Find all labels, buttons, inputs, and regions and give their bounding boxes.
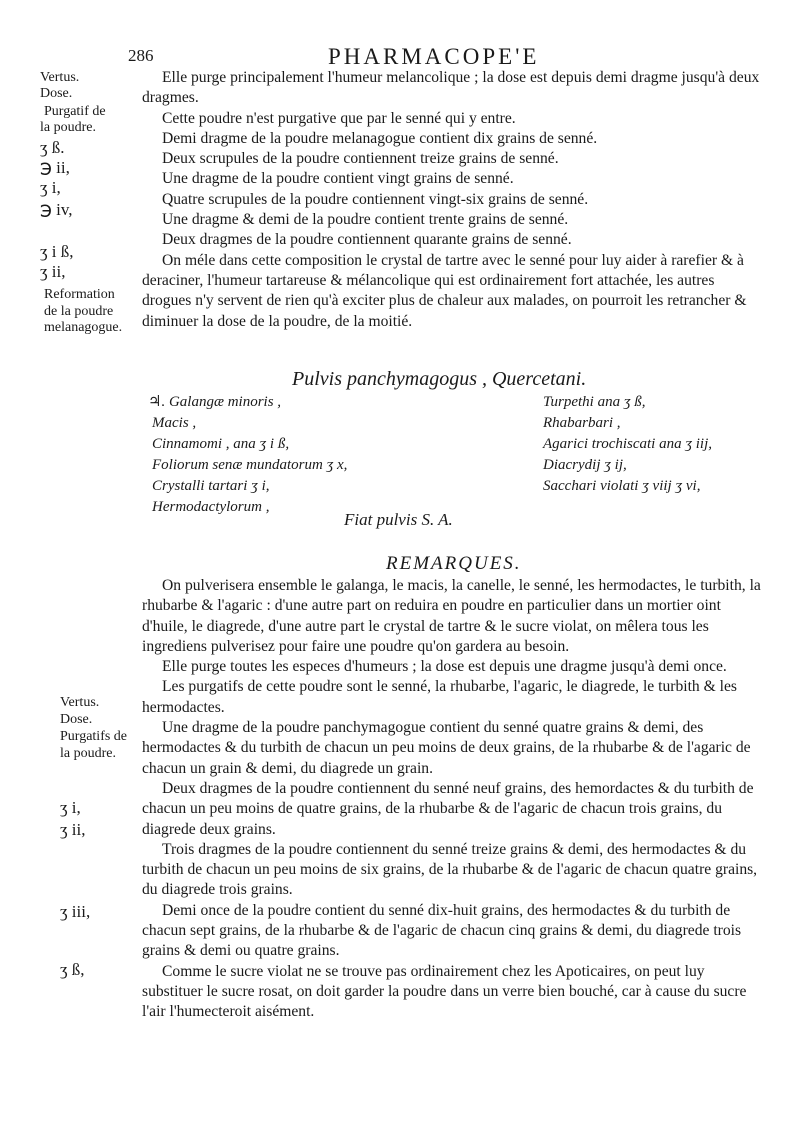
margin-symbol: ʒ i, [40,178,61,197]
margin-note: Reformation [44,287,115,302]
margin-note: Dose. [40,86,73,101]
page-number: 286 [128,46,154,65]
margin-symbol: ℈ ii, [40,158,70,177]
fiat-line: Fiat pulvis S. A. [344,510,453,529]
paragraph: Trois dragmes de la poudre contiennent du senné treize grains & demi, des hermodactes & du turbith de chacun un peu moins de six grains, de la rhubarbe & de l'agaric de chacun quatre grains, du diagrede trois grains. [142,840,758,899]
paragraph: Deux scrupules de la poudre contiennent treize grains de senné. [162,150,559,168]
margin-note: Purgatifs de [60,729,128,744]
paragraph: Les purgatifs de cette poudre sont le senné, la rhubarbe, l'agaric, le diagrede, le turbith & les hermodactes. [142,678,737,716]
margin-note: Purgatif de [44,104,106,119]
margin-note: la poudre. [40,120,96,135]
ingredient-right: Sacchari violati ʒ viij ʒ vi, [543,478,701,494]
body-section-1 [142,68,762,332]
paragraph: On pulverisera ensemble le galanga, le macis, la canelle, le senné, les hermodactes, le turbith, la rhubarbe & l'agaric : d'une autre part on reduira en poudre en particulier dans un mortier oint d'huile, le diagrede, d'une autre part le crystal de tartre & le sucre violat, on mêlera tous les ingrediens pulverisez pour faire une poudre qu'on gardera au besoin. [142,577,761,655]
margin-note: la poudre. [60,746,116,761]
paragraph: Une dragme & demi de la poudre contient trente grains de senné. [162,211,569,229]
margin-note: Vertus. [60,695,100,710]
margin-note: de la poudre [44,304,114,319]
paragraph: Quatre scrupules de la poudre contiennent vingt-six grains de senné. [162,190,589,208]
margin-note: Vertus. [40,70,80,85]
margin-symbol: ʒ ii, [60,820,86,839]
remarques-heading: REMARQUES. [386,553,522,574]
margin-symbol: ʒ i ß, [40,242,74,261]
margin-symbol: ʒ i, [60,798,81,817]
ingredient-left: ♃. Galangæ minoris , [148,394,282,410]
paragraph: Deux dragmes de la poudre contiennent du senné neuf grains, des hemordactes & du turbith de chacun un peu moins de quatre grains, de la rhubarbe & de l'agaric de chacun trois grains, du diagrede deux grains. [142,779,754,838]
margin-symbol: ℈ iv, [40,200,73,219]
paragraph: Elle purge principalement l'humeur melancolique ; la dose est depuis demi dragme jusqu'à deux dragmes. [142,69,760,107]
paragraph: Une dragme de la poudre contient vingt grains de senné. [162,170,514,188]
margin-symbol: ʒ iii, [60,902,91,921]
ingredient-left: Macis , [152,415,197,431]
paragraph: Une dragme de la poudre panchymagogue contient du senné quatre grains & demi, des hermodactes & du turbith de chacun un peu moins de deux grains, de la rhubarbe & de l'agaric de chacun un grain & demi, du diagrede un grain. [142,719,751,777]
paragraph: On méle dans cette composition le crystal de tartre avec le senné pour luy aider à rarefier & à deraciner, l'humeur tartareuse & mélancolique qui est ordinairement fort attachée, les autres drogues n'y servent de rien qu'à exciter plus de chaleur aux malades, on pourroit les retrancher & diminuer la dose de la poudre, de la moitié. [142,251,747,330]
paragraph: Cette poudre n'est purgative que par le senné qui y entre. [162,109,516,127]
paragraph: Deux dragmes de la poudre contiennent quarante grains de senné. [162,231,572,249]
ingredient-right: Agarici trochiscati ana ʒ iij, [543,436,713,452]
ingredient-left: Foliorum senæ mundatorum ʒ x, [152,457,348,473]
margin-symbol: ʒ ii, [40,262,66,281]
margin-note: melanagogue. [44,320,123,335]
running-title: PHARMACOPE'E [328,44,540,69]
ingredient-right: Turpethi ana ʒ ß, [543,394,646,410]
margin-symbol: ʒ ß. [40,138,65,157]
ingredient-right: Diacrydij ʒ ij, [543,457,627,473]
margin-symbol: ʒ ß, [60,960,85,979]
paragraph: Elle purge toutes les especes d'humeurs ; la dose est depuis une dragme jusqu'à demi once. [162,658,727,676]
paragraph: Demi once de la poudre contient du senné dix-huit grains, des hermodactes & du turbith de chacun sept grains, de la rhubarbe & de l'agaric de chacun cinq grains & demi, du diagrede trois grains & demi ou quatre grains. [142,901,742,960]
ingredient-left: Hermodactylorum , [152,499,270,515]
ingredient-left: Cinnamomi , ana ʒ i ß, [152,436,290,452]
paragraph: Demi dragme de la poudre melanagogue contient dix grains de senné. [162,129,598,147]
paragraph: Comme le sucre violat ne se trouve pas ordinairement chez les Apoticaires, on peut luy substituer le sucre rosat, on doit garder la poudre dans un verre bien bouché, car à cause du sucre l'air l'humecteroit aisément. [142,962,747,1021]
formula-title: Pulvis panchymagogus , Quercetani. [292,368,587,390]
ingredient-left: Crystalli tartari ʒ i, [152,478,270,494]
ingredient-right: Rhabarbari , [543,415,621,431]
margin-note: Dose. [60,712,93,727]
body-section-2 [142,576,762,1023]
